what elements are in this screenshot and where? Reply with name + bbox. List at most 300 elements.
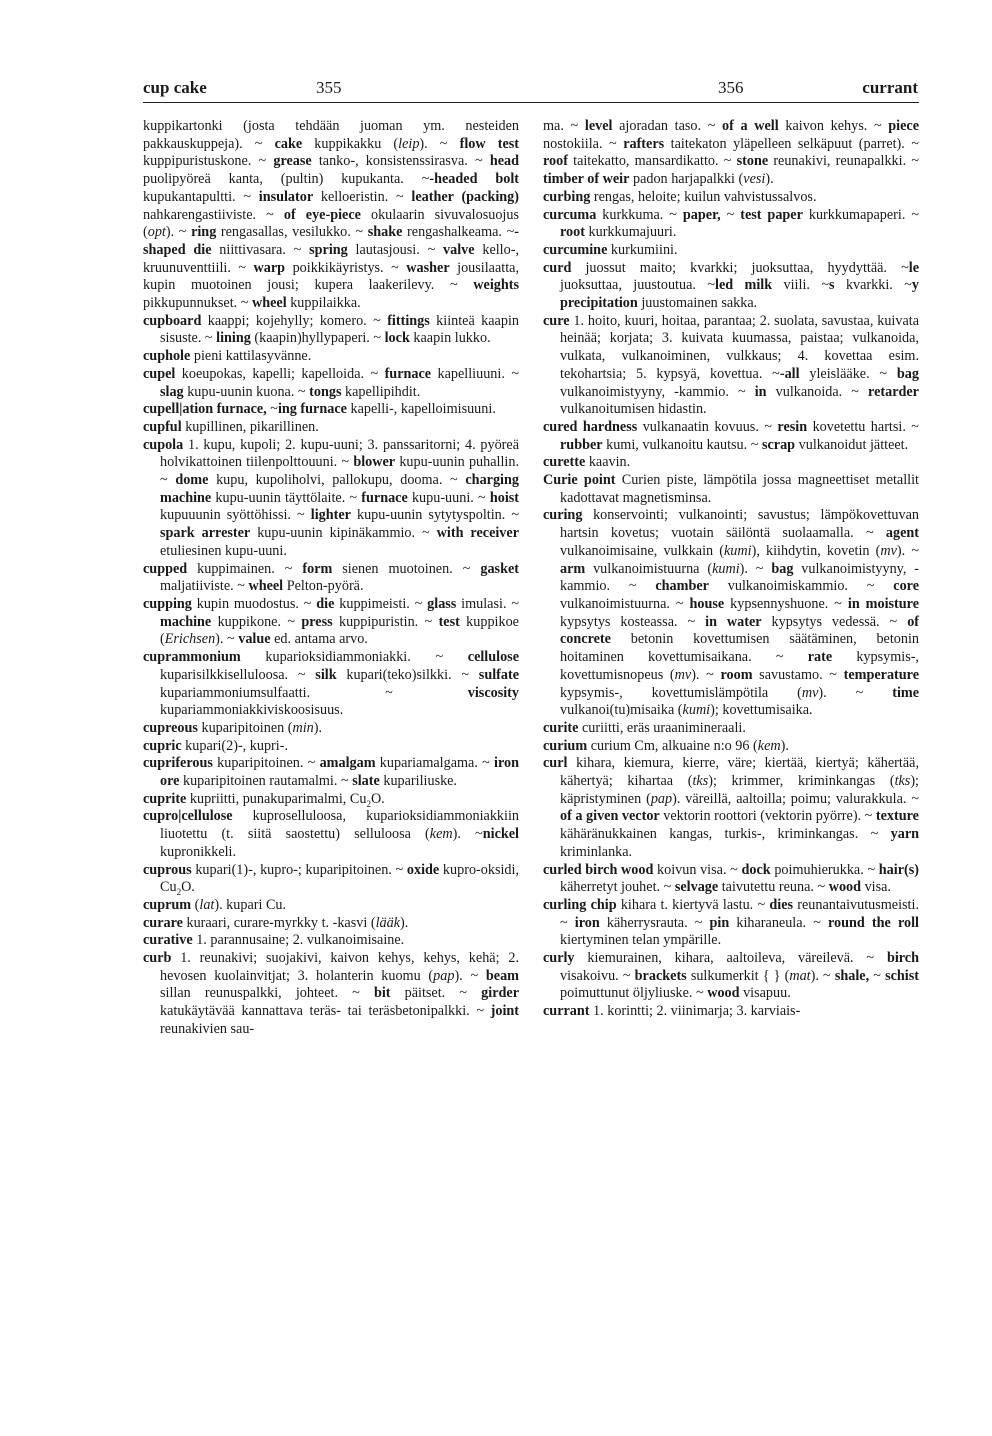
entry-text: ). ~ (896, 542, 919, 559)
entry-text: betonin kovettumisen säätäminen, betonin hoitaminen kovettumisaikana. ~ (560, 631, 919, 666)
dictionary-entry (543, 738, 919, 756)
entry-text: poimuttunut öljyliuske. ~ (560, 985, 708, 1002)
entry-text: kuppikartonki (josta tehdään juoman ym. nesteiden pakkauskuppeja). (143, 118, 519, 152)
entry-text: juoksuttaa, juustoutua. ~ (560, 277, 715, 294)
entry-text: 1. kupu, kupoli; 2. kupu-uuni; 3. panssaritorni; 4. pyöreä holvikattoinen tiilenpolttouuni. ~ (160, 436, 519, 471)
entry-term: cured hardness (543, 418, 638, 435)
entry-text: yleislääke. ~ (799, 365, 897, 382)
entry-term: slag (160, 383, 184, 400)
entry-text: kapelli-, kapelloimisuuni. (346, 401, 496, 418)
entry-text: juustomainen sakka. (637, 295, 758, 312)
entry-term: curb (143, 950, 172, 967)
entry-text: kupari(teko)silkki. ~ (336, 666, 479, 683)
entry-term: cupric (143, 737, 182, 754)
entry-text: visakoivu. ~ (560, 967, 635, 984)
entry-text: puolipyöreä kanta, (pultin) kupukanta. ~ (143, 171, 430, 188)
entry-term: rubber (560, 436, 603, 453)
entry-text: kovetettu hartsi. ~ (807, 418, 919, 435)
entry-text: lautasjousi. ~ (347, 241, 444, 258)
entry-text: ). ~ (215, 631, 239, 648)
entry-term: blower (353, 454, 396, 471)
field-label: mv (880, 542, 897, 559)
entry-text: (kaapin)hyllypaperi. ~ (250, 330, 385, 347)
entry-term: -all (779, 365, 800, 382)
entry-term: cupola (143, 436, 184, 453)
entry-term: tongs (309, 383, 342, 400)
entry-text: kupu-uunin kipinäkammio. ~ (250, 525, 437, 542)
entry-text: vulkanoimistyyny, -kammio. ~ (560, 383, 755, 400)
entry-term: curling chip (543, 896, 617, 913)
entry-text: kriminlanka. (560, 843, 633, 860)
right-column (543, 118, 919, 1021)
dictionary-entry (543, 862, 919, 897)
entry-term: curcumine (543, 241, 608, 258)
entry-term: curing (543, 507, 583, 524)
entry-text: pieni kattilasyvänne. (190, 348, 312, 365)
field-label: tks (692, 773, 709, 790)
field-label: pap (433, 967, 455, 984)
entry-term: fittings (387, 312, 430, 329)
entry-text: kihara t. kiertyvä lastu. ~ (616, 896, 770, 913)
entry-term: cupriferous (143, 755, 213, 772)
entry-term: of a well (722, 118, 779, 134)
entry-text: kuppipuristin. ~ (332, 613, 439, 630)
entry-text: kuppikakku ( (302, 135, 399, 152)
entry-term: room (720, 666, 753, 683)
entry-term: valve (443, 241, 475, 258)
field-label: kem (757, 737, 781, 754)
header-rule (143, 102, 919, 103)
entry-text: 1. parannusaine; 2. vulkanoimisaine. (192, 932, 405, 949)
entry-text: ); kovettumisaika. (710, 702, 813, 719)
entry-term: cuprous (143, 861, 192, 878)
entry-term: cupel (143, 365, 176, 382)
entry-term: Curie point (543, 472, 616, 489)
entry-term: test paper (740, 206, 803, 223)
entry-term: in water (705, 613, 762, 630)
entry-term: washer (406, 259, 450, 276)
dictionary-entry (143, 313, 519, 348)
entry-text: O. (370, 790, 385, 807)
entry-text: konservointi; vulkanointi; savustus; lämpökovettuvan hartsin kovetus; vuotain säilöntä suolaamalla. ~ (560, 507, 919, 542)
entry-text: savustamo. ~ (752, 666, 844, 683)
entry-term: pin (709, 914, 730, 931)
entry-text: kupari(1)-, kupro-; kuparipitoinen. ~ (191, 861, 407, 878)
dictionary-entry (543, 313, 919, 419)
entry-text: kuproselluloosa, kuparioksidiammoniakkiin liuotettu (t. siitä saostettu) selluloosa ( (160, 808, 519, 843)
entry-text: 1. hoito, kuuri, hoitaa, parantaa; 2. suolata, savustaa, kuivata heinää; korjata; 3. kuivata kuumassa, paistaa; vulkanoida, vulkata, vulkanoiminen, vulkkaus; 4. kovettaa esim. tekohartsia; 5. kypsyä, kovettua. ~ (560, 312, 919, 382)
entry-text: ). ~ (818, 684, 893, 701)
entry-text: curium Cm, alkuaine n:o 96 ( (587, 737, 758, 754)
entry-term: cuprum (143, 896, 192, 913)
entry-term: of eye-piece (283, 206, 361, 223)
dictionary-entry (143, 437, 519, 561)
entry-term: curcuma (543, 206, 597, 223)
field-label: kem (429, 826, 453, 843)
entry-text: rengasallas, vesilukko. ~ (216, 224, 368, 241)
entry-term: grease (273, 153, 312, 170)
entry-term: rafters (623, 135, 665, 152)
dictionary-entry (143, 915, 519, 933)
entry-term: agent (885, 525, 919, 542)
dictionary-entry (143, 419, 519, 437)
entry-text: kuppilaikka. (286, 295, 361, 312)
entry-text: vulkanoimistyyny, -kammio. ~ (560, 560, 919, 595)
entry-text: kuppikoe ( (160, 613, 519, 648)
entry-term: y precipitation (560, 277, 919, 312)
entry-term: beam (485, 967, 519, 984)
entry-text: ). ~ (691, 666, 721, 683)
field-label: opt (147, 224, 166, 241)
dictionary-entry (143, 932, 519, 950)
entry-term: furnace (361, 489, 408, 506)
entry-text: kihara, kiemura, kierre, väre; kiertää, kiertyä; kähertää, kähertyä; kihartaa ( (560, 755, 919, 790)
entry-term: selvage (674, 879, 719, 896)
entry-text: kupariammoniakkiviskoosisuus. (160, 702, 344, 719)
entry-term: sulfate (478, 666, 519, 683)
entry-term: s (829, 277, 835, 294)
entry-text: kupu, kupoliholvi, pallokupu, dooma. ~ (208, 472, 466, 489)
dictionary-entry (543, 260, 919, 313)
entry-text: vulkanoida. ~ (766, 383, 869, 400)
field-label: leip (398, 135, 420, 152)
dictionary-entry (543, 897, 919, 950)
entry-term: piece (888, 118, 920, 134)
entry-text: pikkupunnukset. ~ (143, 295, 252, 312)
entry-text: kaapin lukko. (409, 330, 491, 347)
entry-text: curiitti, eräs uraanimineraali. (578, 719, 746, 736)
entry-text: reunakivien sau- (160, 1020, 255, 1037)
entry-term: cuphole (143, 348, 191, 365)
entry-text: ). väreillä, aaltoilla; poimu; valurakkula. ~ (672, 790, 919, 807)
entry-term: hoist (489, 489, 520, 506)
entry-term: hair(s) (878, 861, 919, 878)
dictionary-entry (543, 207, 919, 242)
entry-term: shake (367, 224, 403, 241)
entry-text: kiemurainen, kihara, aaltoileva, väreilevä. ~ (574, 950, 887, 967)
entry-term: schist (885, 967, 919, 984)
entry-text: kupukantapultti. ~ (143, 188, 259, 205)
entry-text: kupariliuske. (379, 773, 458, 790)
dictionary-entry (143, 561, 519, 596)
entry-text: tanko-, konsistenssirasva. ~ (311, 153, 490, 170)
dictionary-entry (143, 649, 519, 720)
entry-term: iron ore (160, 755, 519, 790)
entry-text: reunantaivutusmeisti. ~ (560, 896, 919, 931)
entry-term: weights (473, 277, 519, 294)
entry-term: slate (352, 773, 380, 790)
entry-text: etuliesinen kupu-uuni. (160, 542, 287, 559)
entry-term: curbing (543, 188, 591, 205)
entry-text: ). (765, 171, 774, 188)
entry-text: vulkanoimistuurna ( (585, 560, 713, 577)
dictionary-entry (143, 791, 519, 809)
entry-term: insulator (258, 188, 314, 205)
entry-text: ), kiihdytin, kovetin ( (751, 542, 881, 559)
entry-text: ( (191, 896, 200, 913)
entry-term: flow test (459, 135, 519, 152)
right-running-headword: currant (862, 78, 918, 97)
entry-term: of concrete (560, 613, 920, 648)
entry-term: cupped (143, 560, 188, 577)
entry-text: ). ~ (452, 826, 483, 843)
entry-term: yarn (890, 826, 919, 843)
entry-term: dock (741, 861, 771, 878)
entry-text: koivun visa. ~ (653, 861, 742, 878)
entry-text: käherretyt jouhet. ~ (560, 879, 675, 896)
entry-term: cuprite (143, 790, 187, 807)
entry-text: viili. ~ (772, 277, 830, 294)
entry-term: dome (175, 472, 209, 489)
entry-term: lock (384, 330, 410, 347)
entry-term: machine (160, 613, 212, 630)
entry-text: ). (400, 914, 409, 931)
entry-term: paper, (682, 206, 721, 223)
entry-term: level (584, 118, 613, 134)
entry-text: vulkanaatin kovuus. ~ (637, 418, 778, 435)
entry-term: time (892, 684, 920, 701)
field-label: vesi (743, 171, 766, 188)
entry-term: curium (543, 737, 588, 754)
dictionary-entry (543, 419, 919, 454)
entry-text: kupariammoniumsulfaatti. ~ (160, 684, 468, 701)
dictionary-entry (143, 366, 519, 401)
subscript: 2 (366, 798, 371, 809)
entry-term: value (238, 631, 271, 648)
entry-term: form (302, 560, 333, 577)
entry-text: ). (780, 737, 789, 754)
dictionary-entry (143, 808, 519, 861)
entry-term: stone (736, 153, 769, 170)
entry-text: kiinteä kaapin sisuste. ~ (160, 312, 519, 347)
entry-term: house (689, 595, 725, 612)
entry-text: kello-, kruunuventtiili. ~ (143, 241, 519, 276)
entry-text: kupu-uuni. ~ (407, 489, 490, 506)
entry-term: furnace (384, 365, 432, 382)
entry-text: kvarkki. ~ (834, 277, 912, 294)
subscript: 2 (176, 887, 182, 898)
entry-term: iron (574, 914, 600, 931)
left-page-number: 355 (316, 78, 342, 97)
entry-text: kuparisilkkiselluloosa. ~ (160, 666, 316, 683)
entry-text: kypsennyshuone. ~ (724, 595, 848, 612)
entry-term: ing furnace (277, 401, 347, 418)
entry-text: ); käpristyminen ( (560, 773, 919, 807)
entry-term: viscosity (467, 684, 519, 701)
field-label: mat (789, 967, 811, 984)
entry-text: ~ (720, 206, 741, 223)
entry-text: sienen muotoinen. ~ (332, 560, 481, 577)
entry-text: kellоeristin. ~ (313, 188, 412, 205)
entry-term: joint (490, 1003, 519, 1020)
entry-term: cuprammonium (143, 649, 241, 666)
entry-term: curite (543, 719, 579, 736)
entry-term: cake (274, 135, 303, 152)
dictionary-entry (543, 507, 919, 719)
entry-text: vulkanoimisaine, vulkkain ( (560, 542, 724, 559)
entry-term: core (893, 578, 919, 595)
entry-term: bag (771, 560, 794, 577)
entry-text: visapuu. (739, 985, 791, 1002)
entry-text: ~ (254, 135, 275, 152)
entry-text: kähäränukkainen kangas, turkis-, kriminkangas. ~ (560, 826, 891, 843)
entry-term: with receiver (436, 525, 519, 542)
entry-text: taitekaton yläpelleen selkäpuut (parret). ~ (664, 135, 920, 152)
entry-term: shale, (834, 967, 870, 984)
entry-text: jousilaatta, kupin muotoinen jousi; kupera laakerilevy. ~ (143, 259, 519, 294)
field-label: kumi (682, 702, 711, 719)
entry-text: kupu-uunin kuona. ~ (183, 383, 310, 400)
field-label: kumi (712, 560, 740, 577)
entry-text: 1. reunakivi; suojakivi, kaivon kehys, kehys, kehä; 2. hevosen kuolainvitjat; 3. holanterin kuomu ( (160, 950, 519, 984)
entry-term: warp (253, 259, 286, 276)
entry-term: of a given vector (560, 808, 660, 825)
entry-term: curl (543, 755, 568, 772)
entry-text: ). kupari Cu. (214, 896, 287, 913)
entry-text: kaivon kehys. ~ (778, 118, 889, 134)
entry-text: ~ (869, 967, 886, 984)
entry-text: kuparipitoinen. ~ (212, 755, 320, 772)
entry-text: kapelliuuni. ~ (431, 365, 519, 382)
entry-text: kypsytys vedessä. ~ (761, 613, 908, 630)
entry-text: vulkanoi(tu)misaika ( (560, 702, 683, 719)
entry-term: cellulose (467, 649, 519, 666)
entry-text: kuparipitoinen ( (197, 719, 293, 736)
entry-text: kuppipuristuskone. ~ (143, 153, 274, 170)
entry-text: vektorin roottori (vektorin pyörre). ~ (659, 808, 876, 825)
entry-text: kupillinen, pikarillinen. (181, 418, 319, 435)
entry-term: cupful (143, 418, 182, 435)
entry-term: brackets (634, 967, 687, 984)
entry-text: nostokiila. ~ (543, 135, 624, 152)
entry-term: ring (191, 224, 217, 241)
entry-term: bag (896, 365, 919, 382)
entry-text: käherrysrauta. ~ (599, 914, 710, 931)
field-label: mv (801, 684, 819, 701)
entry-text: kuppimainen. ~ (187, 560, 303, 577)
entry-text: imulasi. ~ (456, 595, 519, 612)
entry-text: vulkanoitumisen hidastin. (560, 401, 707, 418)
entry-term: cure (543, 312, 570, 329)
dictionary-entry (543, 1003, 919, 1021)
entry-term: rate (807, 649, 833, 666)
field-label: mv (674, 666, 692, 683)
entry-text: kypsymis-, kovettumisnopeus ( (560, 649, 919, 683)
entry-text: nahkarengastiiviste. ~ (143, 206, 284, 223)
entry-text: vulkanoimiskammio. ~ (708, 578, 894, 595)
entry-text: ed. antama arvo. (270, 631, 368, 648)
entry-term: curly (543, 950, 575, 967)
entry-term: wheel (251, 295, 287, 312)
entry-text: kupuuunin syöttöhissi. ~ (160, 507, 311, 524)
entry-text: rengashalkeama. ~ (402, 224, 515, 241)
entry-text: O. (181, 879, 195, 896)
entry-term: scrap (761, 436, 796, 453)
entry-term: -shaped die (143, 224, 520, 258)
entry-text: vulkanoidut jätteet. (795, 436, 909, 453)
entry-term: arm (560, 560, 586, 577)
entry-term: curled birch wood (543, 861, 654, 878)
entry-term: temperature (843, 666, 919, 683)
entry-term: lighter (310, 507, 351, 524)
entry-text: kurkkumajuuri. (584, 224, 677, 241)
entry-text: sulkumerkit { } ( (686, 967, 790, 984)
entry-text: vulkanoimistuurna. ~ (560, 595, 690, 612)
entry-term: head (489, 153, 519, 170)
dictionary-entry (543, 454, 919, 472)
entry-term: lining (216, 330, 251, 347)
entry-term: bit (373, 985, 391, 1002)
entry-term: dies (769, 896, 794, 913)
entry-term: oxide (406, 861, 440, 878)
entry-term: spark arrester (160, 525, 251, 542)
entry-term: round the roll (828, 914, 919, 931)
dictionary-entry (143, 862, 519, 897)
entry-text: kurkumiini. (607, 241, 678, 258)
entry-term: root (560, 224, 585, 241)
entry-term: amalgam (319, 755, 376, 772)
field-label: min (292, 719, 314, 736)
entry-term: curare (143, 914, 183, 931)
field-label: kumi (724, 542, 752, 559)
entry-term: resin (777, 418, 808, 435)
entry-text: kaappi; kojehylly; komero. ~ (201, 312, 388, 329)
dictionary-entry (143, 897, 519, 915)
entry-text: kuraari, curare-myrkky t. -kasvi ( (182, 914, 376, 931)
entry-text: Pelton-pyörä. (283, 578, 364, 595)
entry-text: kupariamalgama. ~ (375, 755, 495, 772)
entry-text: kypsymis-, kovettumislämpötila ( (560, 684, 802, 701)
dictionary-entry (543, 118, 919, 189)
dictionary-entry (543, 950, 919, 1003)
entry-text: 1. korintti; 2. viinimarja; 3. karviais- (589, 1003, 801, 1020)
entry-text: taitekatto, mansardikatto. ~ (567, 153, 737, 170)
entry-text: ~ (266, 401, 278, 418)
dictionary-entry (543, 242, 919, 260)
field-label: lat (199, 896, 215, 913)
entry-term: roof (543, 153, 568, 170)
entry-text: päitset. ~ (390, 985, 482, 1002)
entry-text: okulaarin sivuvalosuojus ( (143, 206, 519, 241)
dictionary-entry (543, 720, 919, 738)
dictionary-entry (143, 596, 519, 649)
entry-term: curative (143, 932, 193, 949)
entry-term: -headed bolt (429, 171, 519, 188)
entry-term: silk (315, 666, 337, 683)
entry-term: girder (481, 985, 519, 1002)
entry-text: kupu-uunin sytytyspoltin. ~ (350, 507, 520, 524)
entry-term: charging machine (160, 472, 519, 506)
entry-text: kuparioksidiammoniakki. ~ (240, 649, 468, 666)
entry-term: curette (543, 454, 586, 471)
entry-text: kurkkumapaperi. ~ (802, 206, 919, 223)
entry-term: texture (875, 808, 919, 825)
entry-term: cupboard (143, 312, 202, 329)
field-label: pap (650, 790, 673, 807)
entry-text: reunakivi, reunapalkki. ~ (768, 153, 919, 170)
entry-text: kupari(2)-, kupri-. (181, 737, 288, 754)
entry-term: timber of weir (543, 171, 630, 188)
entry-text: kaavin. (585, 454, 631, 471)
entry-text: kuparipitoinen rautamalmi. ~ (179, 773, 353, 790)
entry-term: wheel (248, 578, 284, 595)
entry-term: chamber (655, 578, 709, 595)
dictionary-entry (143, 738, 519, 756)
entry-text: kupin muodostus. ~ (191, 595, 317, 612)
dictionary-entry (543, 755, 919, 861)
entry-term: wood (828, 879, 862, 896)
field-label: lääk (375, 914, 400, 931)
